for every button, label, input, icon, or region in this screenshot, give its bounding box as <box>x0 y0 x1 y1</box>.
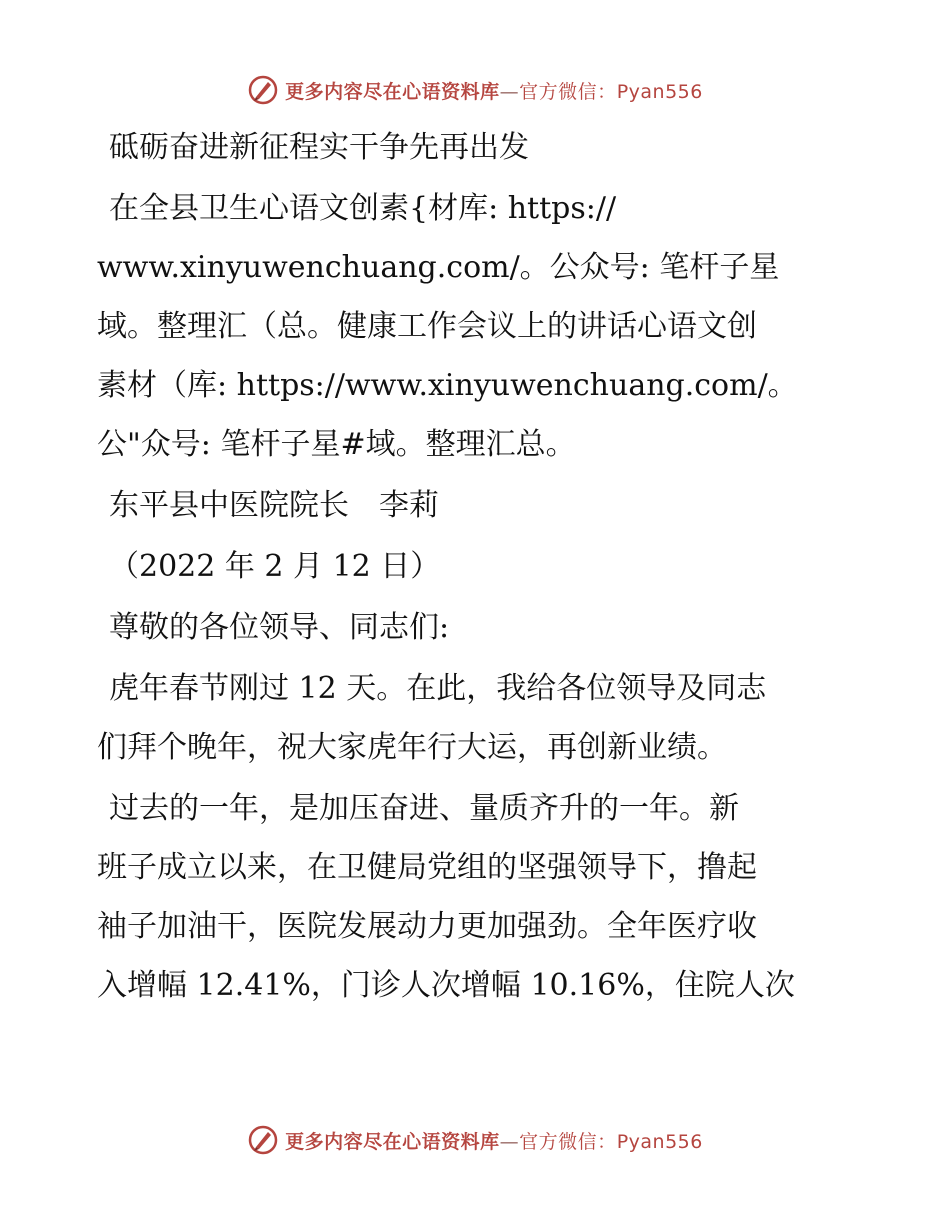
footer-banner <box>0 1122 950 1158</box>
p2-line: 班子成立以来，在卫健局党组的坚强领导下，撸起 <box>97 850 757 885</box>
header-banner <box>0 72 950 108</box>
banner-main: 更多内容尽在心语资料库 <box>285 1130 500 1153</box>
banner-dash: — <box>499 1130 520 1153</box>
banner-text <box>285 77 703 104</box>
banner-dash: — <box>499 80 520 103</box>
p2-line: 袖子加油干，医院发展动力更加强劲。全年医疗收 <box>97 909 757 944</box>
intro-paragraph <box>97 179 857 238</box>
pen-logo-icon <box>247 1124 279 1156</box>
intro-line: 公"众号: 笔杆子星#域。整理汇总。 <box>97 427 576 462</box>
p2-line: 入增幅 12.41%，门诊人次增幅 10.16%，住院人次 <box>97 968 795 1003</box>
paragraph-1 <box>97 659 857 777</box>
banner-wechat: Pyan556 <box>616 80 703 103</box>
document-title: 砥砺奋进新征程实干争先再出发 <box>109 130 529 165</box>
intro-line: www.xinyuwenchuang.com/。公众号: 笔杆子星 <box>97 250 780 285</box>
paragraph-2 <box>97 779 857 1015</box>
intro-line: 素材（库: https://www.xinyuwenchuang.com/。 <box>97 368 798 403</box>
p1-line: 们拜个晚年，祝大家虎年行大运，再创新业绩。 <box>97 730 727 765</box>
date-line: （2022 年 2 月 12 日） <box>109 549 441 584</box>
intro-paragraph-cont <box>97 238 857 474</box>
document-body <box>97 118 857 1015</box>
banner-main: 更多内容尽在心语资料库 <box>285 80 500 103</box>
banner-sub: 官方微信： <box>519 80 617 103</box>
salutation: 尊敬的各位领导、同志们: <box>109 610 450 645</box>
speaker-line: 东平县中医院院长 李莉 <box>109 488 439 523</box>
banner-sub: 官方微信： <box>519 1130 617 1153</box>
banner-text <box>285 1127 703 1154</box>
p1-line: 虎年春节刚过 12 天。在此，我给各位领导及同志 <box>109 671 767 706</box>
intro-line: 在全县卫生心语文创素{材库: https:// <box>109 191 617 226</box>
banner-wechat: Pyan556 <box>616 1130 703 1153</box>
intro-line: 域。整理汇（总。健康工作会议上的讲话心语文创 <box>97 309 757 344</box>
pen-logo-icon <box>247 74 279 106</box>
p2-line: 过去的一年，是加压奋进、量质齐升的一年。新 <box>109 791 739 826</box>
